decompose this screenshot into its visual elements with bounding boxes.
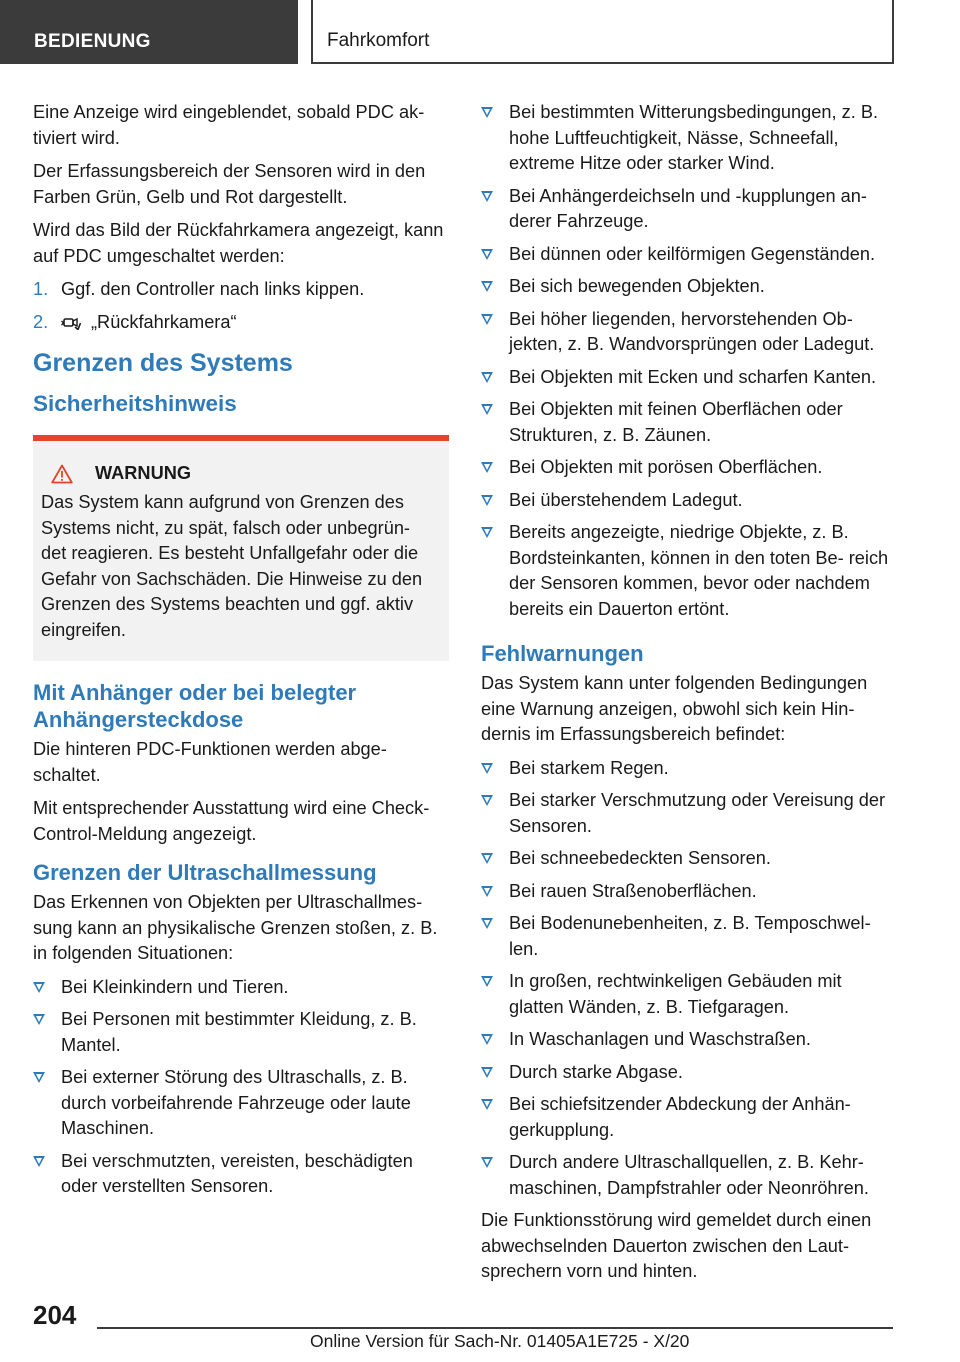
warning-title: WARNUNG [95, 463, 191, 483]
list-item-text: Bereits angezeigte, niedrige Objekte, z. B. Bordsteinkanten, können in den toten Be‐ reich der Sensoren kommen, bevor oder nachdem bereits ein Dauerton ertönt. [509, 522, 889, 619]
list-item [481, 969, 897, 1020]
triangle-bullet-icon [481, 191, 493, 202]
list-item-text: Durch starke Abgase. [509, 1061, 683, 1082]
paragraph: Mit entsprechender Ausstattung wird eine Check-Control-Meldung angezeigt. [33, 798, 430, 844]
subsection-heading: Grenzen der Ultraschallmessung [33, 860, 377, 885]
warning-text: Das System kann aufgrund von Grenzen des Systems nicht, zu spät, falsch oder unbegrün‐ det reagieren. Es besteht Unfallgefahr oder die Gefahr von Sachschäden. Die Hinweise zu den Grenzen des Systems beachten und ggf. aktiv eingreifen. [41, 492, 423, 640]
warning-box [33, 435, 449, 661]
list-item-text: Bei schiefsitzender Abdeckung der Anhän‐ gerkupplung. [509, 1094, 851, 1140]
triangle-bullet-icon [33, 1014, 45, 1025]
list-item-text: Bei Objekten mit porösen Oberflächen. [509, 457, 823, 477]
list-item-text: Bei Objekten mit Ecken und scharfen Kanten. [509, 366, 876, 387]
warning-triangle-icon [51, 464, 73, 484]
list-item [481, 365, 897, 391]
triangle-bullet-icon [481, 527, 493, 538]
subsection-heading: Sicherheitshinweis [33, 391, 237, 416]
triangle-bullet-icon [481, 249, 493, 260]
list-item-text: Bei Objekten mit feinen Oberflächen oder Strukturen, z. B. Zäunen. [509, 399, 843, 445]
chapter-title: Fahrkomfort [327, 30, 430, 51]
list-item [481, 307, 897, 358]
triangle-bullet-icon [481, 404, 493, 415]
list-item-text: Bei höher liegenden, hervorstehenden Ob‐ jekten, z. B. Wandvorsprüngen oder Ladegut. [509, 308, 875, 354]
step-item [33, 310, 449, 336]
list-item [481, 1092, 897, 1143]
triangle-bullet-icon [481, 495, 493, 506]
list-item-text: In Waschanlagen und Waschstraßen. [509, 1029, 811, 1049]
triangle-bullet-icon [481, 1157, 493, 1168]
left-column [33, 100, 449, 1207]
step-number: 2. [33, 311, 49, 332]
triangle-bullet-icon [481, 462, 493, 473]
list-item-text: Bei Kleinkindern und Tieren. [61, 976, 289, 997]
list-item-text: Bei verschmutzten, vereisten, beschädigten oder verstellten Sensoren. [61, 1150, 413, 1196]
step-text: „Rückfahrkamera“ [91, 311, 237, 332]
triangle-bullet-icon [481, 1034, 493, 1045]
list-item [481, 488, 897, 514]
list-item [481, 455, 897, 481]
triangle-bullet-icon [481, 281, 493, 292]
rear-camera-icon [61, 314, 81, 330]
subsection-heading: Mit Anhänger oder bei belegter Anhängersteckdose [33, 680, 357, 732]
triangle-bullet-icon [481, 795, 493, 806]
list-item-text: Durch andere Ultraschallquellen, z. B. Kehr‐ maschinen, Dampfstrahler oder Neonröhren. [509, 1152, 869, 1198]
step-item [33, 277, 449, 303]
triangle-bullet-icon [481, 918, 493, 929]
section-heading: Grenzen des Systems [33, 349, 293, 377]
list-item [481, 911, 897, 962]
paragraph: Das System kann unter folgenden Bedingungen eine Warnung anzeigen, obwohl sich kein Hin‐ dernis im Erfassungsbereich befindet: [481, 673, 868, 744]
list-item-text: Bei Personen mit bestimmter Kleidung, z. B. Mantel. [61, 1009, 417, 1055]
bullet-list [481, 756, 897, 1202]
page-number: 204 [33, 1300, 77, 1330]
list-item-text: Bei externer Störung des Ultraschalls, z. B. durch vorbeifahrende Fahrzeuge oder laute Maschinen. [61, 1067, 411, 1138]
list-item [481, 397, 897, 448]
section-title: BEDIENUNG [34, 31, 151, 52]
footer-text: Online Version für Sach-Nr. 01405A1E725 - X/20 [310, 1331, 690, 1351]
triangle-bullet-icon [481, 763, 493, 774]
list-item-text: Bei bestimmten Witterungsbedingungen, z. B. hohe Luftfeuchtigkeit, Nässe, Schneefall, extreme Hitze oder starker Wind. [509, 102, 878, 173]
triangle-bullet-icon [33, 982, 45, 993]
triangle-bullet-icon [33, 1156, 45, 1167]
bullet-list [33, 975, 449, 1200]
list-item-text: Bei starker Verschmutzung oder Vereisung der Sensoren. [509, 790, 886, 836]
list-item-text: Bei überstehendem Ladegut. [509, 489, 743, 510]
triangle-bullet-icon [481, 314, 493, 325]
list-item [33, 1065, 449, 1142]
section-header [0, 0, 298, 64]
list-item [481, 1060, 897, 1086]
list-item [481, 879, 897, 905]
bullet-list [481, 100, 897, 622]
triangle-bullet-icon [481, 1067, 493, 1078]
subsection-heading: Fehlwarnungen [481, 641, 644, 666]
chapter-header [311, 0, 894, 64]
intro-paragraph: Wird das Bild der Rückfahrkamera angezeigt, kann auf PDC umgeschaltet werden: [33, 220, 444, 266]
list-item [33, 1007, 449, 1058]
triangle-bullet-icon [481, 886, 493, 897]
list-item-text: Bei schneebedeckten Sensoren. [509, 848, 771, 868]
triangle-bullet-icon [481, 976, 493, 987]
paragraph: Das Erkennen von Objekten per Ultraschallmes‐ sung kann an physikalische Grenzen stoßen, z. B. in folgenden Situationen: [33, 892, 438, 963]
list-item [481, 756, 897, 782]
footer-rule [97, 1327, 893, 1329]
list-item [481, 184, 897, 235]
warning-header [51, 463, 439, 484]
list-item-text: In großen, rechtwinkeligen Gebäuden mit glatten Wänden, z. B. Tiefgaragen. [509, 971, 842, 1017]
paragraph: Die Funktionsstörung wird gemeldet durch einen abwechselnden Dauerton zwischen den Laut‐ sprechern vorn und hinten. [481, 1210, 872, 1281]
paragraph: Die hinteren PDC-Funktionen werden abge‐ schaltet. [33, 739, 387, 785]
intro-paragraph: Eine Anzeige wird eingeblendet, sobald PDC ak‐ tiviert wird. [33, 102, 425, 148]
triangle-bullet-icon [33, 1072, 45, 1083]
list-item [33, 975, 449, 1001]
step-number: 1. [33, 279, 49, 299]
list-item-text: Bei Bodenunebenheiten, z. B. Temposchwel‐ len. [509, 913, 871, 959]
list-item [481, 788, 897, 839]
list-item-text: Bei sich bewegenden Objekten. [509, 276, 765, 296]
list-item [481, 1150, 897, 1201]
triangle-bullet-icon [481, 107, 493, 118]
list-item [33, 1149, 449, 1200]
list-item [481, 1027, 897, 1053]
list-item [481, 846, 897, 872]
step-text: Ggf. den Controller nach links kippen. [61, 279, 365, 299]
list-item-text: Bei rauen Straßenoberflächen. [509, 880, 757, 901]
list-item [481, 274, 897, 300]
triangle-bullet-icon [481, 853, 493, 864]
step-list [33, 277, 449, 335]
list-item-text: Bei dünnen oder keilförmigen Gegenständen. [509, 243, 876, 264]
triangle-bullet-icon [481, 1099, 493, 1110]
list-item [481, 520, 897, 622]
list-item [481, 100, 897, 177]
triangle-bullet-icon [481, 372, 493, 383]
list-item-text: Bei Anhängerdeichseln und -kupplungen an‐ derer Fahrzeuge. [509, 185, 867, 231]
right-column [481, 100, 897, 1293]
list-item [481, 242, 897, 268]
intro-paragraph: Der Erfassungsbereich der Sensoren wird in den Farben Grün, Gelb und Rot dargestellt. [33, 161, 426, 207]
list-item-text: Bei starkem Regen. [509, 757, 669, 778]
